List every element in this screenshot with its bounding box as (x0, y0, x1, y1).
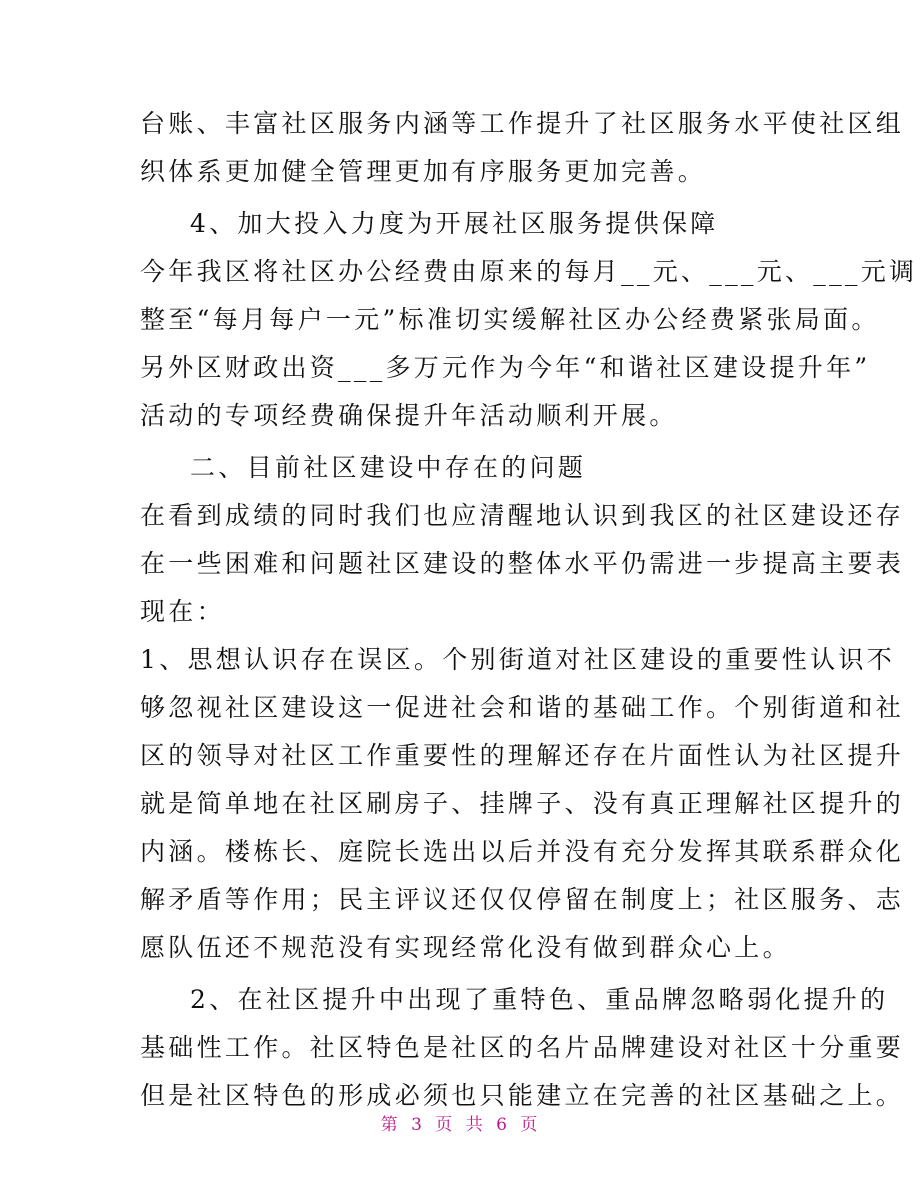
paragraph-line: 整至“每月每户一元”标准切实缓解社区办公经费紧张局面。 (140, 305, 880, 334)
paragraph-line: 但是社区特色的形成必须也只能建立在完善的社区基础之上。 (140, 1081, 905, 1110)
paragraph-line: 基础性工作。社区特色是社区的名片品牌建设对社区十分重要 (140, 1033, 905, 1062)
paragraph-line: 解矛盾等作用；民主评议还仅仅停留在制度上；社区服务、志 (140, 885, 905, 914)
section-heading-4: 4、加大投入力度为开展社区服务提供保障 (190, 209, 719, 238)
paragraph-line: 台账、丰富社区服务内涵等工作提升了社区服务水平使社区组 (140, 109, 905, 138)
paragraph-line: 现在： (140, 597, 225, 626)
section-heading-2: 二、目前社区建设中存在的问题 (190, 453, 587, 482)
paragraph-line: 另外区财政出资___多万元作为今年“和谐社区建设提升年” (140, 353, 871, 382)
paragraph-line: 在一些困难和问题社区建设的整体水平仍需进一步提高主要表 (140, 549, 905, 578)
paragraph-line: 活动的专项经费确保提升年活动顺利开展。 (140, 401, 678, 430)
paragraph-line: 织体系更加健全管理更加有序服务更加完善。 (140, 157, 707, 186)
paragraph-line: 2、在社区提升中出现了重特色、重品牌忽略弱化提升的 (190, 985, 889, 1014)
paragraph-line: 内涵。楼栋长、庭院长选出以后并没有充分发挥其联系群众化 (140, 837, 905, 866)
paragraph-line: 够忽视社区建设这一促进社会和谐的基础工作。个别街道和社 (140, 693, 905, 722)
page-number-footer: 第 3 页 共 6 页 (380, 1115, 540, 1135)
document-body (140, 100, 918, 1120)
paragraph-line: 在看到成绩的同时我们也应清醒地认识到我区的社区建设还存 (140, 501, 905, 530)
paragraph-line: 愿队伍还不规范没有实现经常化没有做到群众心上。 (140, 933, 791, 962)
paragraph-line: 就是简单地在社区刷房子、挂牌子、没有真正理解社区提升的 (140, 789, 905, 818)
paragraph-line: 1、思想认识存在误区。个别街道对社区建设的重要性认识不 (140, 645, 896, 674)
paragraph-line: 今年我区将社区办公经费由原来的每月__元、___元、___元调 (140, 257, 918, 286)
paragraph-line: 区的领导对社区工作重要性的理解还存在片面性认为社区提升 (140, 741, 905, 770)
